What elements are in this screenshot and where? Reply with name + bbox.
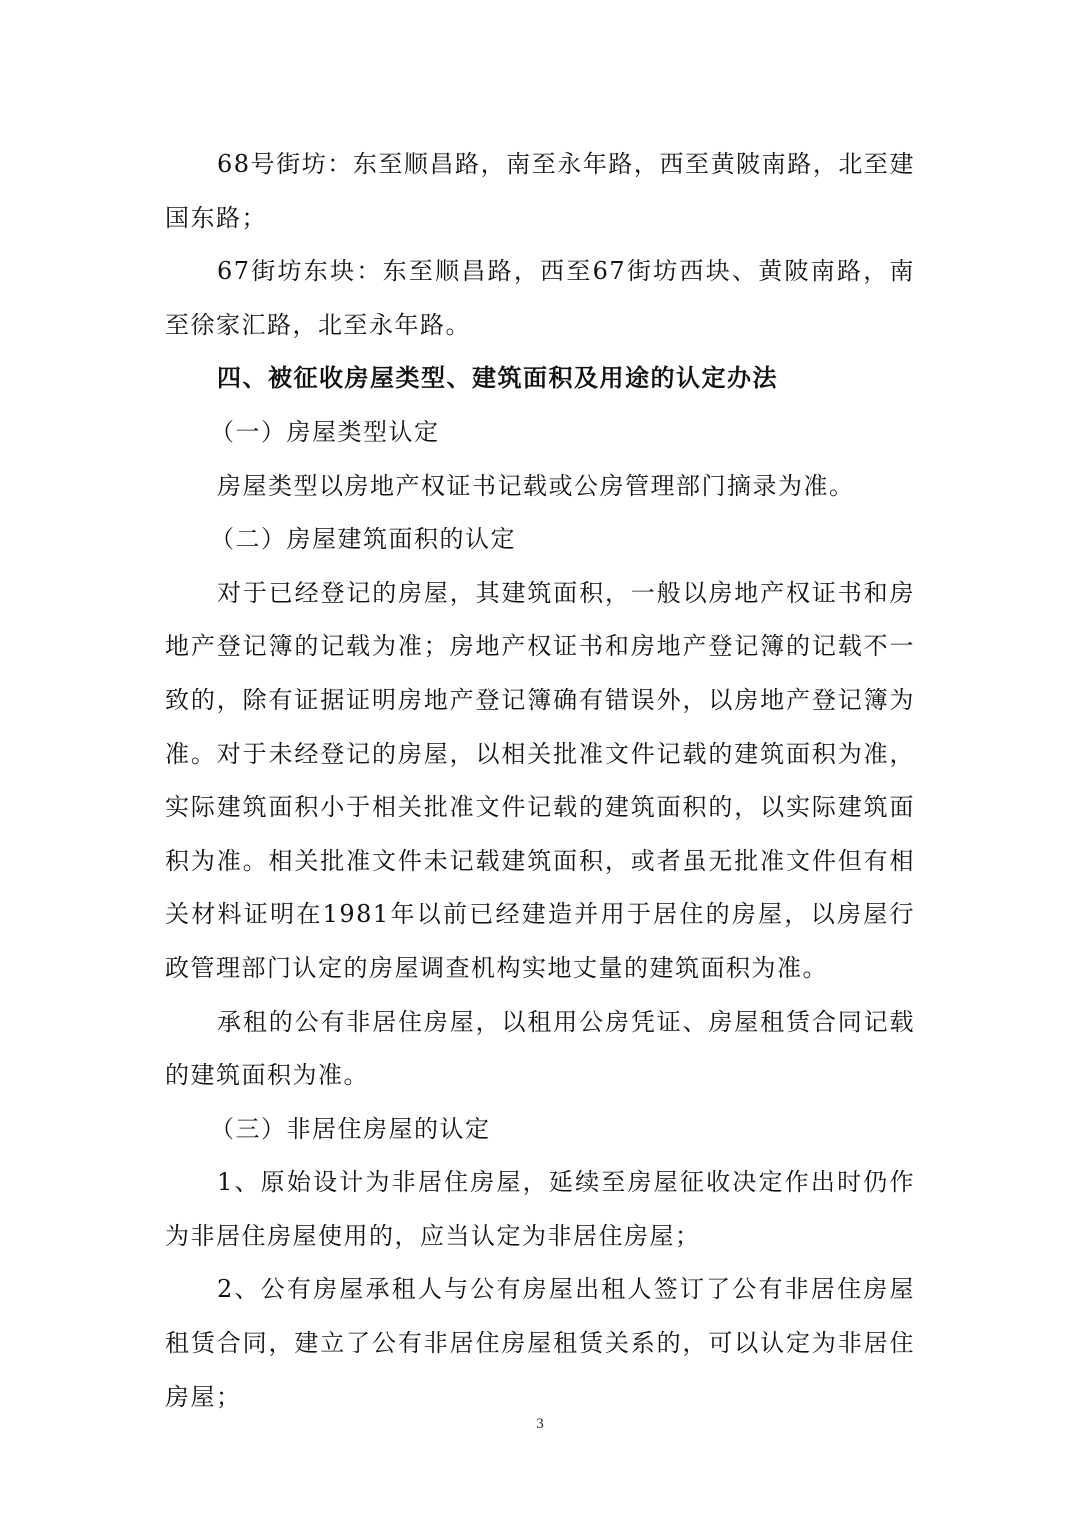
document-body xyxy=(165,138,915,1424)
page-number: 3 xyxy=(536,1416,544,1432)
subsection-heading-3: （三）非居住房屋的认定 xyxy=(210,1114,491,1143)
paragraph-leased-public: 承租的公有非居住房屋，以租用公房凭证、房屋租赁合同记载的建筑面积为准。 xyxy=(165,1007,915,1090)
paragraph-non-residential-2: 2、公有房屋承租人与公有房屋出租人签订了公有非居住房屋租赁合同，建立了公有非居住房屋租赁关系的，可以认定为非居住房屋； xyxy=(165,1275,915,1411)
paragraph-house-type: 房屋类型以房地产权证书记载或公房管理部门摘录为准。 xyxy=(217,471,855,500)
section-heading-4: 四、被征收房屋类型、建筑面积及用途的认定办法 xyxy=(217,364,778,393)
paragraph-block-67-east: 67街坊东块：东至顺昌路，西至67街坊西块、黄陂南路，南至徐家汇路，北至永年路。 xyxy=(165,257,915,339)
paragraph-block-68: 68号街坊：东至顺昌路，南至永年路，西至黄陂南路，北至建国东路； xyxy=(165,150,915,232)
subsection-heading-2: （二）房屋建筑面积的认定 xyxy=(210,525,516,554)
paragraph-non-residential-1: 1、原始设计为非居住房屋，延续至房屋征收决定作出时仍作为非居住房屋使用的，应当认定为非居住房屋； xyxy=(165,1168,915,1250)
paragraph-floor-area: 对于已经登记的房屋，其建筑面积，一般以房地产权证书和房地产登记簿的记载为准；房地产权证书和房地产登记簿的记载不一致的，除有证据证明房地产登记簿确有错误外，以房地产登记簿为准。对于未经登记的房屋，以相关批准文件记载的建筑面积为准，实际建筑面积小于相关批准文件记载的建筑面积的，以实际建筑面积为准。相关批准文件未记载建筑面积，或者虽无批准文件但有相关材料证明在1981年以前已经建造并用于居住的房屋，以房屋行政管理部门认定的房屋调查机构实地丈量的建筑面积为准。 xyxy=(165,578,915,982)
subsection-heading-1: （一）房屋类型认定 xyxy=(210,417,440,446)
